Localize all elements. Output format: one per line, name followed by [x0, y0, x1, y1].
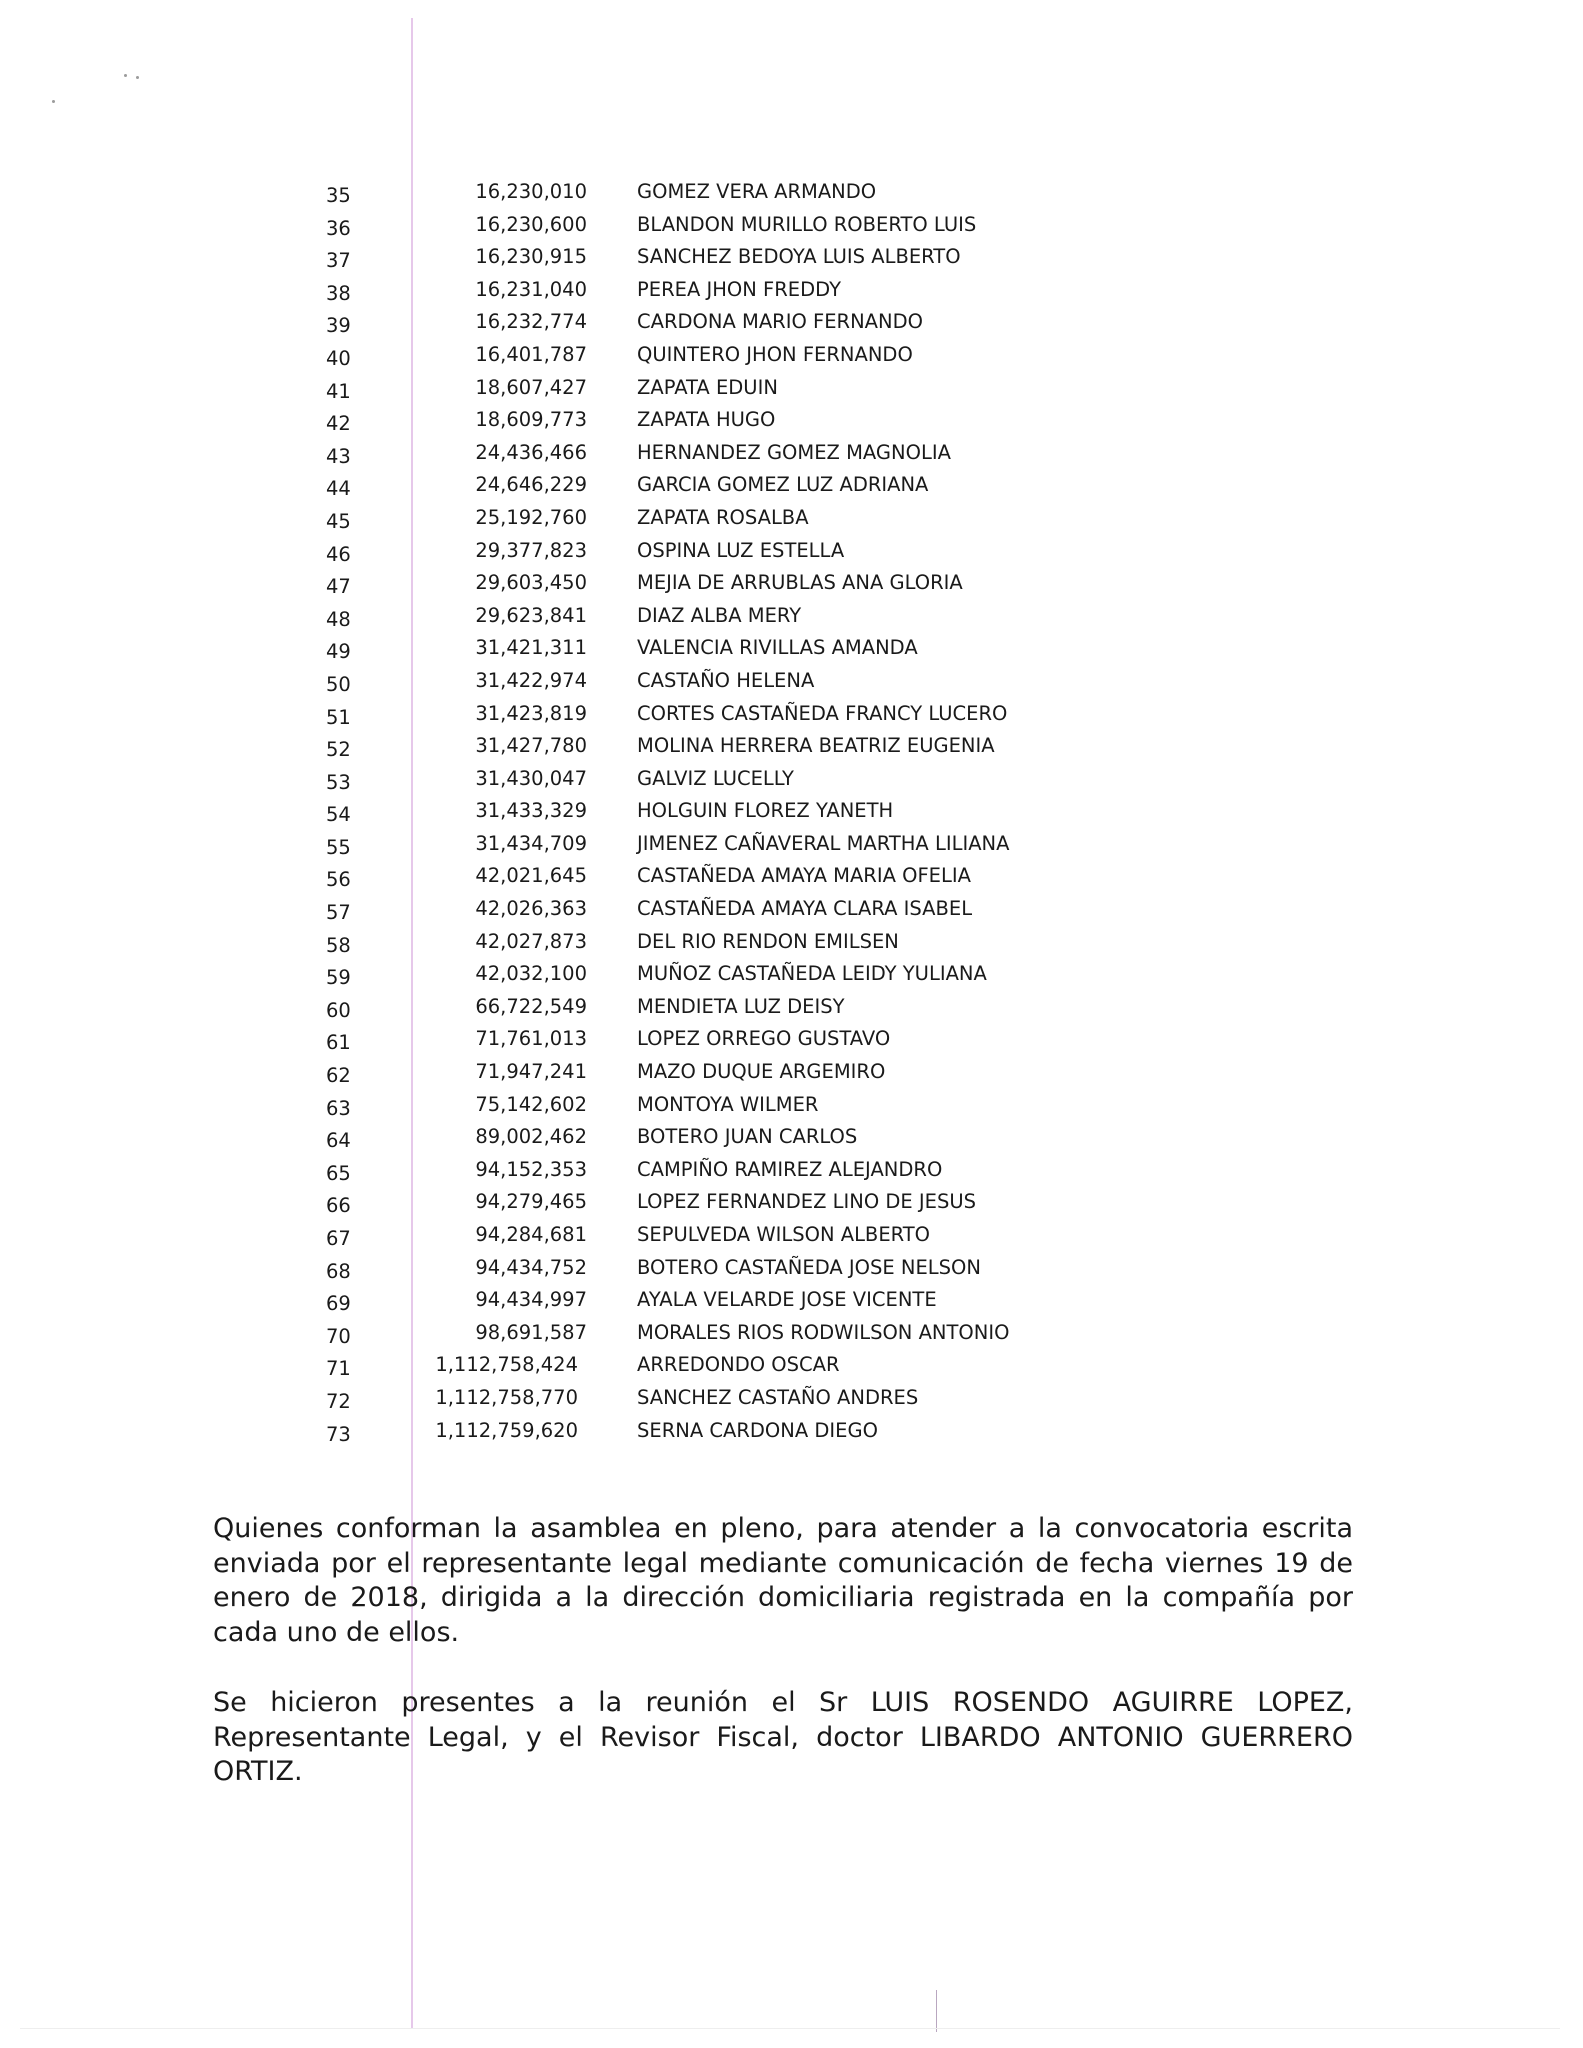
table-row — [300, 1317, 1100, 1350]
table-row — [300, 241, 1100, 274]
member-name: HERNANDEZ GOMEZ MAGNOLIA — [637, 440, 951, 464]
scan-artifact — [936, 1990, 937, 2032]
table-row — [300, 209, 1100, 242]
row-number: 68 — [326, 1259, 351, 1283]
table-row — [300, 1056, 1100, 1089]
table-row — [300, 860, 1100, 893]
table-row — [300, 1415, 1100, 1448]
table-row — [300, 763, 1100, 796]
table-row — [300, 893, 1100, 926]
id-number: 42,032,100 — [475, 962, 587, 986]
member-name: CORTES CASTAÑEDA FRANCY LUCERO — [637, 701, 1008, 725]
id-number: 16,401,787 — [475, 342, 587, 366]
scan-artifact — [124, 74, 127, 77]
member-name: BLANDON MURILLO ROBERTO LUIS — [637, 212, 977, 236]
id-number: 94,279,465 — [475, 1190, 587, 1214]
member-name: SANCHEZ CASTAÑO ANDRES — [637, 1385, 919, 1409]
table-row — [300, 958, 1100, 991]
table-row — [300, 1186, 1100, 1219]
id-number: 18,609,773 — [475, 408, 587, 432]
member-name: QUINTERO JHON FERNANDO — [637, 342, 913, 366]
row-number: 56 — [326, 868, 351, 892]
row-number: 72 — [326, 1389, 351, 1413]
row-number: 60 — [326, 998, 351, 1022]
member-name: ZAPATA EDUIN — [637, 375, 778, 399]
row-number: 42 — [326, 412, 351, 436]
member-name: MEJIA DE ARRUBLAS ANA GLORIA — [637, 571, 963, 595]
id-number: 31,423,819 — [475, 701, 587, 725]
member-name: MORALES RIOS RODWILSON ANTONIO — [637, 1320, 1010, 1344]
id-number: 16,232,774 — [475, 310, 587, 334]
table-row — [300, 274, 1100, 307]
id-number: 42,021,645 — [475, 864, 587, 888]
table-row — [300, 1023, 1100, 1056]
row-number: 65 — [326, 1161, 351, 1185]
table-row — [300, 795, 1100, 828]
member-name: CARDONA MARIO FERNANDO — [637, 310, 923, 334]
row-number: 70 — [326, 1324, 351, 1348]
id-number: 25,192,760 — [475, 505, 587, 529]
id-number: 31,422,974 — [475, 668, 587, 692]
member-name: MENDIETA LUZ DEISY — [637, 994, 845, 1018]
member-name: BOTERO CASTAÑEDA JOSE NELSON — [637, 1255, 981, 1279]
table-row — [300, 665, 1100, 698]
member-name: LOPEZ ORREGO GUSTAVO — [637, 1027, 891, 1051]
member-name: OSPINA LUZ ESTELLA — [637, 538, 845, 562]
id-number: 94,434,997 — [475, 1288, 587, 1312]
id-number: 29,623,841 — [475, 603, 587, 627]
table-row — [300, 339, 1100, 372]
row-number: 37 — [326, 249, 351, 273]
table-row — [300, 502, 1100, 535]
member-name: GALVIZ LUCELLY — [637, 766, 794, 790]
table-row — [300, 698, 1100, 731]
table-row — [300, 372, 1100, 405]
row-number: 66 — [326, 1194, 351, 1218]
member-name: HOLGUIN FLOREZ YANETH — [637, 799, 894, 823]
id-number: 94,284,681 — [475, 1223, 587, 1246]
member-name: BOTERO JUAN CARLOS — [637, 1125, 858, 1149]
id-number: 98,691,587 — [475, 1320, 587, 1344]
table-row — [300, 1219, 1100, 1252]
row-number: 46 — [326, 542, 351, 566]
assembly-paragraph: Quienes conforman la asamblea en pleno, para atender a la convocatoria escrita enviada por el representante legal mediante comunicación de fecha viernes 19 de enero de 2018, dirigida a la dirección domiciliaria registrada en la compañía por cada uno de ellos. — [213, 1513, 1353, 1648]
member-name: DEL RIO RENDON EMILSEN — [637, 929, 899, 953]
member-name: MOLINA HERRERA BEATRIZ EUGENIA — [637, 734, 995, 758]
row-number: 51 — [326, 705, 351, 729]
row-number: 35 — [326, 184, 351, 207]
table-row — [300, 176, 1100, 209]
member-name: CASTAÑEDA AMAYA CLARA ISABEL — [637, 897, 973, 921]
row-number: 69 — [326, 1292, 351, 1316]
member-name: SEPULVEDA WILSON ALBERTO — [637, 1223, 931, 1246]
member-name: VALENCIA RIVILLAS AMANDA — [637, 636, 918, 660]
table-row — [300, 535, 1100, 568]
member-name: ZAPATA HUGO — [637, 408, 776, 432]
member-name: PEREA JHON FREDDY — [637, 277, 841, 301]
table-row — [300, 730, 1100, 763]
id-number: 31,427,780 — [475, 734, 587, 758]
id-number: 1,112,758,424 — [435, 1353, 578, 1377]
row-number: 52 — [326, 738, 351, 762]
id-number: 16,230,915 — [475, 245, 587, 269]
row-number: 49 — [326, 640, 351, 664]
table-row — [300, 437, 1100, 470]
table-row — [300, 600, 1100, 633]
id-number: 71,947,241 — [475, 1060, 587, 1084]
row-number: 48 — [326, 607, 351, 631]
table-row — [300, 828, 1100, 861]
table-row — [300, 1121, 1100, 1154]
row-number: 73 — [326, 1422, 351, 1446]
row-number: 64 — [326, 1129, 351, 1153]
table-row — [300, 469, 1100, 502]
row-number: 41 — [326, 379, 351, 403]
row-number: 47 — [326, 575, 351, 599]
table-row — [300, 306, 1100, 339]
id-number: 71,761,013 — [475, 1027, 587, 1051]
member-name: LOPEZ FERNANDEZ LINO DE JESUS — [637, 1190, 977, 1214]
member-name: CAMPIÑO RAMIREZ ALEJANDRO — [637, 1157, 943, 1181]
id-number: 1,112,759,620 — [435, 1418, 578, 1442]
scan-artifact — [136, 76, 139, 79]
table-row — [300, 991, 1100, 1024]
id-number: 29,377,823 — [475, 538, 587, 562]
scan-artifact — [52, 100, 55, 103]
table-row — [300, 404, 1100, 437]
member-name: ZAPATA ROSALBA — [637, 505, 809, 529]
table-row — [300, 1154, 1100, 1187]
id-number: 16,230,010 — [475, 180, 587, 203]
attendance-paragraph: Se hicieron presentes a la reunión el Sr LUIS ROSENDO AGUIRRE LOPEZ, Representante Legal, y el Revisor Fiscal, doctor LIBARDO ANTONIO GUERRERO ORTIZ. — [213, 1687, 1353, 1787]
row-number: 40 — [326, 346, 351, 370]
row-number: 39 — [326, 314, 351, 338]
row-number: 55 — [326, 835, 351, 859]
row-number: 59 — [326, 966, 351, 990]
id-number: 18,607,427 — [475, 375, 587, 399]
row-number: 58 — [326, 933, 351, 957]
attendee-list — [300, 176, 1100, 1447]
member-name: GARCIA GOMEZ LUZ ADRIANA — [637, 473, 929, 497]
table-row — [300, 632, 1100, 665]
table-row — [300, 1252, 1100, 1285]
row-number: 38 — [326, 281, 351, 305]
id-number: 24,646,229 — [475, 473, 587, 497]
row-number: 62 — [326, 1064, 351, 1088]
row-number: 53 — [326, 770, 351, 794]
id-number: 89,002,462 — [475, 1125, 587, 1149]
table-row — [300, 1284, 1100, 1317]
id-number: 31,434,709 — [475, 831, 587, 855]
id-number: 42,027,873 — [475, 929, 587, 953]
member-name: MAZO DUQUE ARGEMIRO — [637, 1060, 886, 1084]
id-number: 29,603,450 — [475, 571, 587, 595]
id-number: 31,421,311 — [475, 636, 587, 660]
member-name: CASTAÑO HELENA — [637, 668, 815, 692]
id-number: 31,433,329 — [475, 799, 587, 823]
scan-artifact — [20, 2028, 1560, 2029]
member-name: SANCHEZ BEDOYA LUIS ALBERTO — [637, 245, 961, 269]
id-number: 75,142,602 — [475, 1092, 587, 1116]
id-number: 31,430,047 — [475, 766, 587, 790]
member-name: GOMEZ VERA ARMANDO — [637, 180, 877, 203]
member-name: AYALA VELARDE JOSE VICENTE — [637, 1288, 937, 1312]
row-number: 36 — [326, 216, 351, 240]
row-number: 44 — [326, 477, 351, 501]
id-number: 1,112,758,770 — [435, 1385, 578, 1409]
member-name: DIAZ ALBA MERY — [637, 603, 802, 627]
row-number: 67 — [326, 1227, 351, 1250]
id-number: 24,436,466 — [475, 440, 587, 464]
row-number: 57 — [326, 901, 351, 925]
member-name: SERNA CARDONA DIEGO — [637, 1418, 878, 1442]
row-number: 45 — [326, 509, 351, 533]
table-row — [300, 567, 1100, 600]
id-number: 94,152,353 — [475, 1157, 587, 1181]
member-name: MONTOYA WILMER — [637, 1092, 819, 1116]
id-number: 42,026,363 — [475, 897, 587, 921]
member-name: CASTAÑEDA AMAYA MARIA OFELIA — [637, 864, 971, 888]
table-row — [300, 1089, 1100, 1122]
id-number: 94,434,752 — [475, 1255, 587, 1279]
row-number: 43 — [326, 444, 351, 468]
table-row — [300, 1349, 1100, 1382]
member-name: JIMENEZ CAÑAVERAL MARTHA LILIANA — [637, 831, 1010, 855]
member-name: MUÑOZ CASTAÑEDA LEIDY YULIANA — [637, 962, 987, 986]
row-number: 61 — [326, 1031, 351, 1055]
id-number: 66,722,549 — [475, 994, 587, 1018]
row-number: 50 — [326, 672, 351, 696]
row-number: 71 — [326, 1357, 351, 1381]
id-number: 16,230,600 — [475, 212, 587, 236]
id-number: 16,231,040 — [475, 277, 587, 301]
table-row — [300, 926, 1100, 959]
row-number: 54 — [326, 803, 351, 827]
member-name: ARREDONDO OSCAR — [637, 1353, 840, 1377]
table-row — [300, 1382, 1100, 1415]
row-number: 63 — [326, 1096, 351, 1120]
